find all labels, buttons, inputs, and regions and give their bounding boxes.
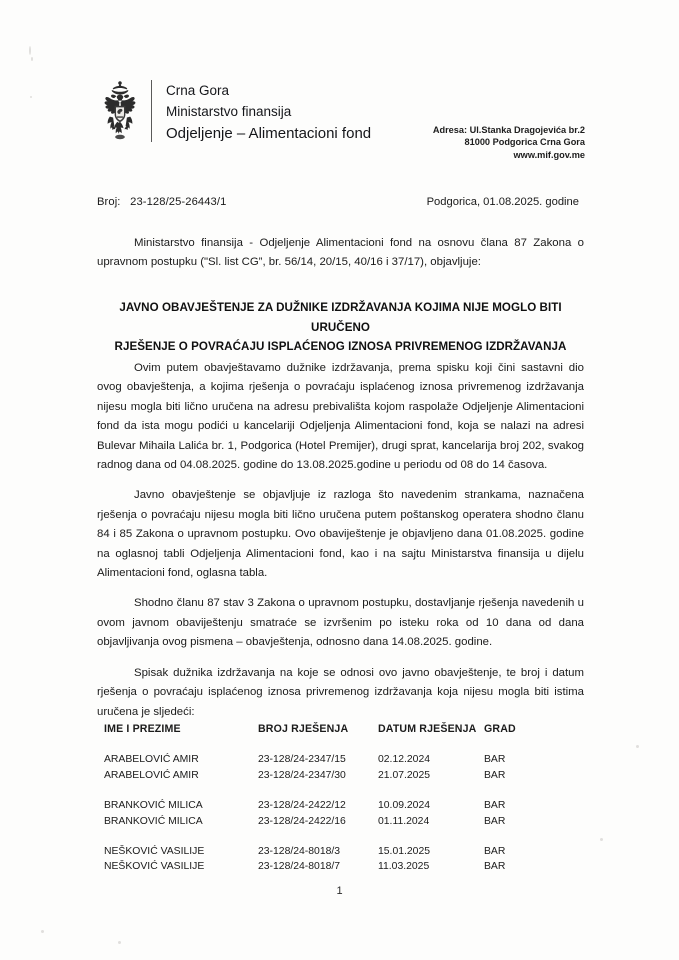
page-title-line-2: RJEŠENJE O POVRAĆAJU ISPLAĆENOG IZNOSA PRIVREMENOG IZDRŽAVANJA [114, 340, 567, 353]
reference-line [97, 196, 585, 208]
address-city: 81000 Podgorica Crna Gora [464, 137, 585, 148]
cell-decision-number: 23-128/24-2422/16 [258, 815, 346, 827]
debtors-table [104, 722, 584, 875]
paragraph-4: Spisak dužnika izdržavanja na koje se odnosi ovo javno obavještenje, te broj i datum rješenja o povraćaju isplaćenog iznosa privremenog izdržavanja koja nijesu mogla biti istima uručena je sljedeći: [97, 666, 584, 718]
address-website: www.mif.gov.me [513, 149, 585, 160]
org-department: Odjeljenje – Alimentacioni fond [166, 125, 372, 142]
cell-name: ARABELOVIĆ AMIR [104, 769, 199, 781]
cell-decision-date: 02.12.2024 [378, 754, 431, 766]
cell-city: BAR [484, 845, 506, 857]
reference-number-value: 23-128/25-26443/1 [130, 196, 227, 208]
organization-lines [166, 78, 371, 146]
cell-decision-number: 23-128/24-8018/3 [258, 845, 341, 857]
letterhead [97, 78, 371, 146]
cell-city: BAR [484, 800, 506, 812]
place-and-date: Podgorica, 01.08.2025. godine [426, 196, 579, 208]
intro-paragraph: Ministarstvo finansija - Odjeljenje Alimentacioni fond na osnovu člana 87 Zakona o upravnom postupku ("Sl. list CG”, br. 56/14, 20/15, 40/16 i 37/17), objavljuje: [97, 237, 584, 269]
cell-name: BRANKOVIĆ MILICA [104, 800, 203, 812]
table-row [104, 814, 584, 829]
scan-speck [600, 838, 603, 841]
cell-city: BAR [484, 815, 506, 827]
cell-city: BAR [484, 769, 506, 781]
paragraph-1: Ovim putem obavještavamo dužnike izdržavanja, prema spisku koji čini sastavni dio ovog obavještenja, a kojima rješenja o povraćaju isplaćenog iznosa privremenog izdržavanja nijesu mogla biti lično uručena na adresu prebivališta kojom raspolaže Odjeljenje Alimentacioni fond da ista mogu podići u kancelariji Odjeljenja Alimentacioni fond, koja se nalazi na adresi Bulevar Mihaila Lalića br. 1, Podgorica (Hotel Premijer), drugi sprat, kancelarija broj 202, svakog radnog dana od 04.08.2025. godine do 13.08.2025.godine u periodu od 08 do 14 časova. [97, 362, 584, 472]
cell-decision-number: 23-128/24-2347/15 [258, 754, 346, 766]
cell-decision-date: 21.07.2025 [378, 769, 431, 781]
cell-city: BAR [484, 861, 506, 873]
cell-decision-date: 10.09.2024 [378, 800, 431, 812]
cell-decision-number: 23-128/24-2347/30 [258, 769, 346, 781]
table-group-spacer [104, 829, 584, 844]
column-header-name: IME I PREZIME [104, 723, 181, 735]
column-header-city: GRAD [484, 723, 516, 735]
scan-speck [31, 57, 33, 61]
table-row [104, 752, 584, 767]
cell-decision-number: 23-128/24-2422/12 [258, 800, 346, 812]
table-row [104, 798, 584, 813]
column-header-decision-date: DATUM RJEŠENJA [378, 723, 477, 735]
org-country: Crna Gora [166, 83, 230, 98]
cell-city: BAR [484, 754, 506, 766]
paragraph-3: Shodno članu 87 stav 3 Zakona o upravnom postupku, dostavljanje rješenja navedenih u ovom javnom obaviještenju smatraće se izvršenim po isteku roka od 10 dana od dana objavljivanja ovog pismena – obavještenja, odnosno dana 14.08.2025. godine. [97, 597, 584, 649]
table-row [104, 768, 584, 783]
page-title-line-1: JAVNO OBAVJEŠTENJE ZA DUŽNIKE IZDRŽAVANJA KOJIMA NIJE MOGLO BITI URUČENO [119, 301, 562, 334]
column-header-decision-number: BROJ RJEŠENJA [258, 723, 349, 735]
cell-decision-date: 01.11.2024 [378, 815, 430, 827]
reference-number [97, 196, 226, 208]
scan-speck [41, 930, 44, 933]
table-header-row [104, 722, 584, 737]
cell-name: ARABELOVIĆ AMIR [104, 754, 199, 766]
address-street: Adresa: Ul.Stanka Dragojevića br.2 [432, 125, 585, 135]
org-ministry: Ministarstvo finansija [166, 104, 292, 119]
letterhead-divider [151, 80, 152, 142]
table-row [104, 844, 584, 859]
cell-decision-date: 11.03.2025 [378, 861, 430, 873]
cell-name: NEŠKOVIĆ VASILIJE [104, 861, 205, 873]
body-paragraphs [97, 359, 584, 733]
intro-block [97, 234, 584, 284]
cell-name: NEŠKOVIĆ VASILIJE [104, 845, 205, 857]
cell-name: BRANKOVIĆ MILICA [104, 815, 203, 827]
scan-speck [29, 46, 31, 55]
table-row [104, 859, 584, 874]
montenegro-coat-of-arms-icon [97, 78, 143, 142]
cell-decision-date: 15.01.2025 [378, 845, 431, 857]
scan-speck [30, 96, 32, 98]
page-number: 1 [336, 885, 343, 897]
reference-number-label: Broj: [97, 196, 121, 208]
cell-decision-number: 23-128/24-8018/7 [258, 861, 341, 873]
scan-speck [636, 745, 639, 748]
contact-address [433, 124, 585, 161]
table-group-spacer [104, 783, 584, 798]
paragraph-2: Javno obavještenje se objavljuje iz razloga što navedenim strankama, naznačena rješenja o povraćaju nijesu mogla biti lično uručena putem poštanskog operatera shodno članu 84 i 85 Zakona o upravnom postupku. Ovo obaviještenje je objavljeno dana 01.08.2025. godine na oglasnoj tabli Odjeljenja Alimentacioni fond, kao i na sajtu Ministarstva finansija u dijelu Alimentacioni fond, oglasna tabla. [97, 489, 584, 580]
page-title [97, 298, 584, 357]
scan-speck [118, 941, 121, 944]
